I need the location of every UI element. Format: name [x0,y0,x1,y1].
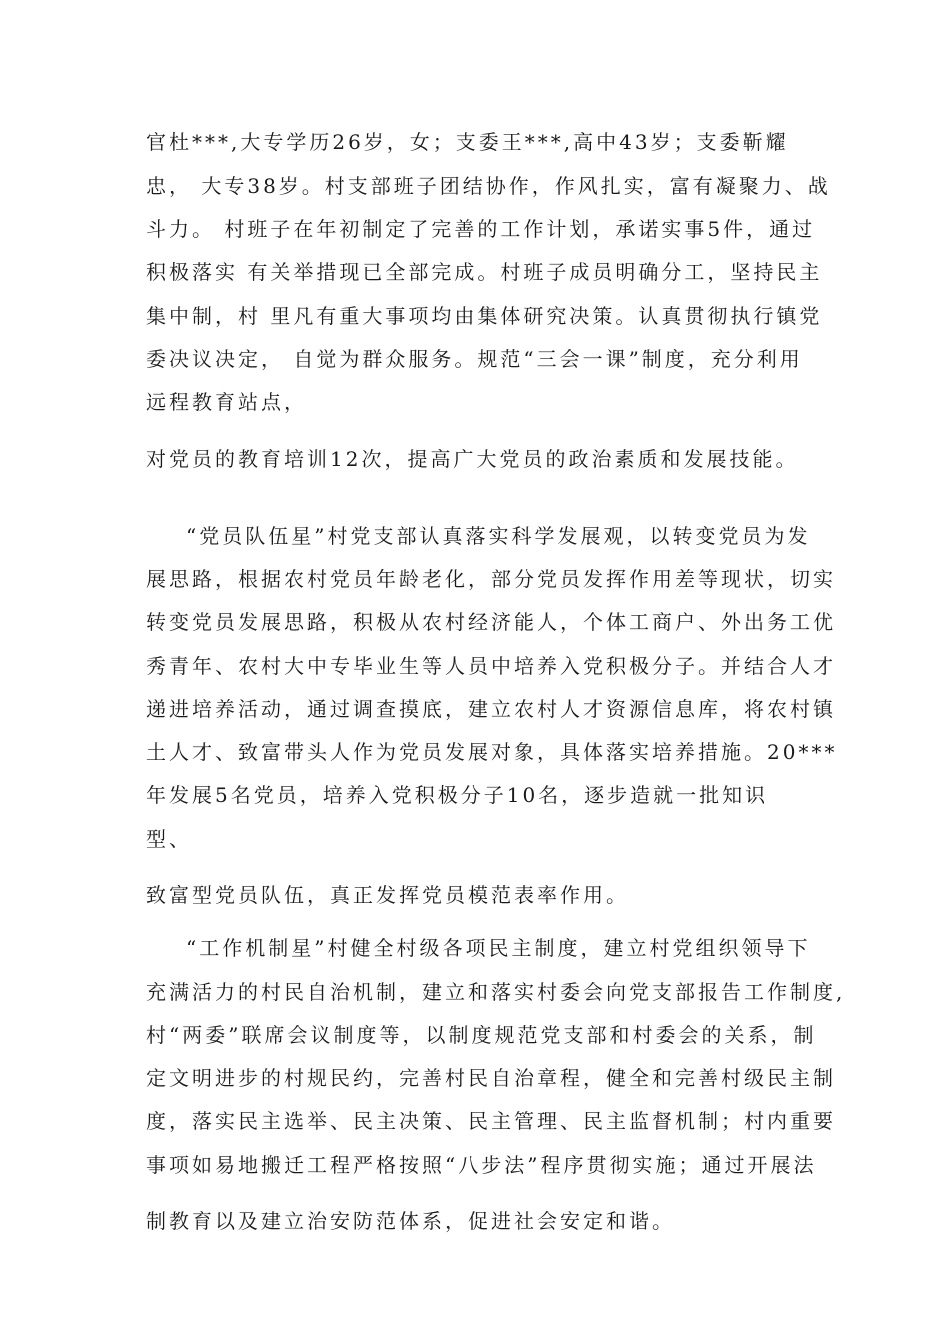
text-line: 忠， 大专38岁。村支部班子团结协作，作风扎实，富有凝聚力、战 [146,174,831,198]
text-line: “党员队伍星”村党支部认真落实科学发展观，以转变党员为发 [186,524,811,548]
text-line: 年发展5名党员，培养入党积极分子10名，逐步造就一批知识 [146,783,769,807]
text-line: 度，落实民主选举、民主决策、民主管理、民主监督机制；村内重要 [146,1109,836,1133]
text-line: 转变党员发展思路，积极从农村经济能人，个体工商户、外出务工优 [146,610,836,634]
text-line: 官杜***,大专学历26岁，女；支委王***,高中43岁；支委靳耀 [146,130,789,154]
text-line: 远程教育站点， [146,390,307,414]
text-line: 定文明进步的村规民约，完善村民自治章程，健全和完善村级民主制 [146,1066,836,1090]
text-line: 递进培养活动，通过调查摸底，建立农村人才资源信息库，将农村镇 [146,697,836,721]
text-line: 委决议决定， 自觉为群众服务。规范“三会一课”制度，充分利用 [146,347,803,371]
text-line: 土人才、致富带头人作为党员发展对象，具体落实培养措施。20*** [146,740,838,764]
text-line: 致富型党员队伍，真正发挥党员模范表率作用。 [146,883,629,907]
text-line: 对党员的教育培训12次，提高广大党员的政治素质和发展技能。 [146,447,799,471]
text-line: 积极落实 有关举措现已全部完成。村班子成员明确分工，坚持民主 [146,260,823,284]
text-line: 展思路，根据农村党员年龄老化，部分党员发挥作用差等现状，切实 [146,567,836,591]
text-line: 型、 [146,827,192,851]
text-line: 村“两委”联席会议制度等，以制度规范党支部和村委会的关系，制 [146,1023,817,1047]
text-line: “工作机制星”村健全村级各项民主制度，建立村党组织领导下 [186,936,811,960]
text-line: 充满活力的村民自治机制，建立和落实村委会向党支部报告工作制度, [146,980,846,1004]
text-line: 集中制，村 里凡有重大事项均由集体研究决策。认真贯彻执行镇党 [146,304,823,328]
text-line: 事项如易地搬迁工程严格按照“八步法”程序贯彻实施；通过开展法 [146,1153,817,1177]
text-line: 秀青年、农村大中专毕业生等人员中培养入党积极分子。并结合人才 [146,654,836,678]
text-line: 制教育以及建立治安防范体系，促进社会安定和谐。 [146,1209,675,1233]
text-line: 斗力。 村班子在年初制定了完善的工作计划，承诺实事5件，通过 [146,217,816,241]
